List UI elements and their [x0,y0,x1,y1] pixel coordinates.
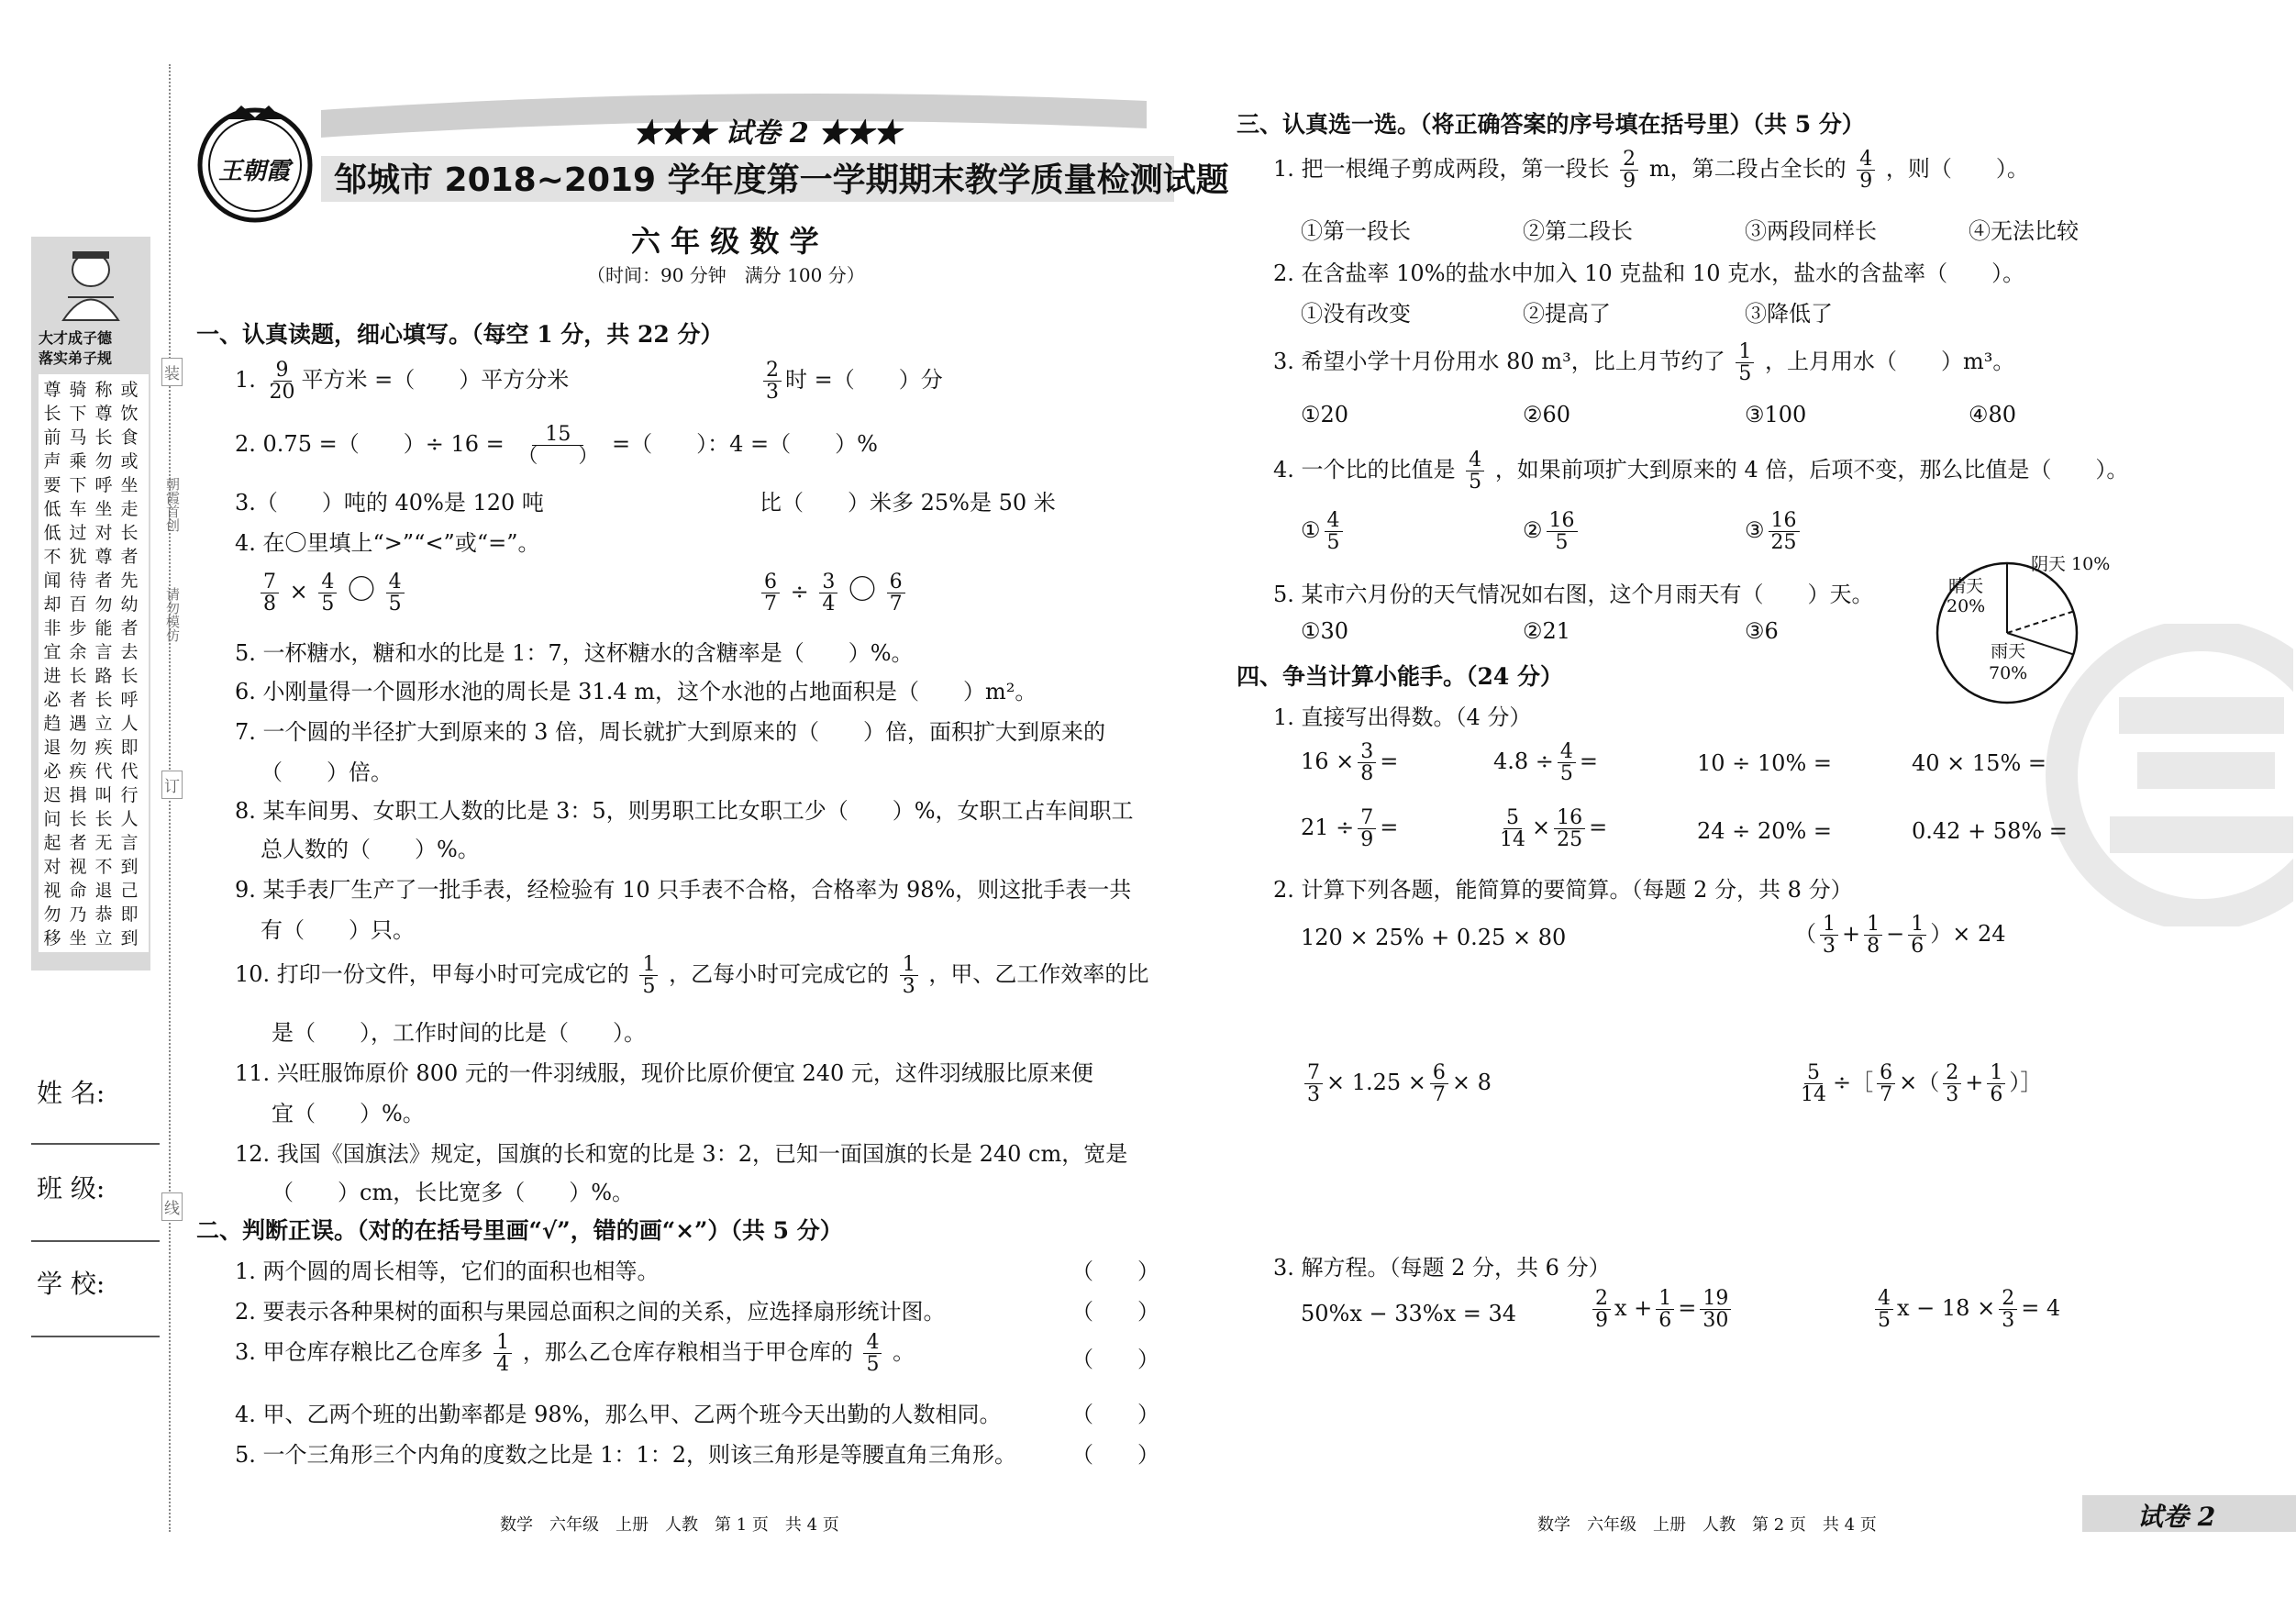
calc1-e: 21 ÷ $\frac{7}{9}$ = [1301,806,1399,852]
q3a: 3.（ ）吨的 40%是 120 吨 [235,490,544,516]
calc1-d: 40 × 15% = [1912,750,2046,776]
class-field[interactable] [31,1240,160,1242]
binding-label-2: 朝霞首创 [164,477,181,532]
choice-q2: 2. 在含盐率 10%的盐水中加入 10 克盐和 10 克水，盐水的含盐率（ ）。 [1273,261,2025,286]
motto-column: 过犹待 [69,523,87,591]
motto-column: 退必迟 [43,738,61,805]
tf-q3: 3. 甲仓库存粮比乙仓库多 $\frac{1}{4}$ ，那么乙仓库存粮相当于甲仓库的 $\frac{4}{5}$ 。 [235,1331,915,1377]
q6: 6. 小刚量得一个圆形水池的周长是 31.4 m，这个水池的占地面积是（ ）m²。 [235,679,1037,704]
motto-column: 命乃坐 [69,881,87,948]
choice-q4: 4. 一个比的比值是 $\frac{4}{5}$ ，如果前项扩大到原来的 4 倍，后项不变，那么比值是（ ）。 [1273,449,2129,494]
binding-label-1: 装 [161,358,183,386]
brand-logo-text: 王朝霞 [218,158,291,185]
calc-part1-title: 1. 直接写出得数。（4 分） [1273,704,1532,730]
q9b: 有（ ）只。 [261,917,415,943]
calc1-b: 4.8 ÷ $\frac{4}{5}$ = [1493,740,1599,786]
motto-column: 退恭立 [94,881,113,948]
section4-title: 四、争当计算小能手。（24 分） [1237,663,1563,690]
motto-column: 称尊长 [94,380,113,448]
choice-q3: 3. 希望小学十月份用水 80 m³，比上月节约了 $\frac{1}{5}$ ，上月用水（ ）m³。 [1273,340,2015,386]
equation-b: $\frac{2}{9}$ x + $\frac{1}{6}$ = $\frac{19}{30}$ [1589,1288,1735,1331]
school-field[interactable] [31,1336,160,1337]
sidebar-panel [31,237,150,970]
q1b: $\frac{2}{3}$ 时 =（ ）分 [760,360,943,403]
choice-q5-opt1: ①30 [1301,618,1349,644]
motto-column: 百步余 [69,594,87,662]
choice-q2-opt1: ①没有改变 [1301,301,1411,327]
q12b: （ ）cm，长比宽多（ ）%。 [272,1180,635,1205]
tf-q4: 4. 甲、乙两个班的出勤率都是 98%，那么甲、乙两个班今天出勤的人数相同。 [235,1402,1002,1427]
footer-left: 数学 六年级 上册 人教 第 1 页 共 4 页 [500,1515,839,1535]
choice-q3-opt3: ③100 [1745,402,1807,427]
motto-column: 长呼人 [120,666,139,734]
motto-column: 人言到 [120,809,139,877]
q9a: 9. 某手表厂生产了一批手表，经检验有 10 只手表不合格，合格率为 98%，则这批手表一共 [235,877,1132,903]
time-info: （时间：90 分钟 满分 100 分） [587,264,865,286]
motto-column: 或坐走 [120,451,139,519]
binding-label-3: 请勿模仿 [164,587,181,642]
motto-column: 视勿移 [43,881,61,948]
q7a: 7. 一个圆的半径扩大到原来的 3 倍，周长就扩大到原来的（ ）倍，面积扩大到原来的 [235,719,1106,745]
choice-q5-opt2: ②21 [1523,618,1571,644]
calc2-b: （ $\frac{1}{3}$ + $\frac{1}{8}$ − $\frac{1}{6}$ ）× 24 [1794,913,2006,959]
choice-q2-opt2: ②提高了 [1523,301,1611,327]
tf-answer-5[interactable]: （ ） [1071,1442,1159,1468]
sidebar-motto-2: 落实弟子规 [39,349,113,367]
choice-q4-opt1: ① $\frac{4}{5}$ [1301,510,1347,553]
calc1-h: 0.42 + 58% = [1912,818,2068,844]
binding-label-5: 线 [161,1192,183,1221]
q4a: $\frac{7}{8}$ × $\frac{4}{5}$ 〇 $\frac{4}{5}$ [257,567,408,615]
motto-column: 问起对 [43,809,61,877]
choice-q3-opt4: ④80 [1969,402,2017,427]
q11b: 宜（ ）%。 [272,1101,425,1126]
q1a: 1. $\frac{9}{20}$ 平方米 =（ ）平方分米 [235,359,570,405]
motto-column: 乘下车 [69,451,87,519]
q11a: 11. 兴旺服饰原价 800 元的一件羽绒服，现价比原价便宜 240 元，这件羽绒服比原来便 [235,1060,1093,1086]
motto-column: 长无不 [94,809,113,877]
footer-right: 数学 六年级 上册 人教 第 2 页 共 4 页 [1537,1515,1877,1535]
name-label: 姓 名: [37,1078,105,1108]
tf-answer-4[interactable]: （ ） [1071,1402,1159,1427]
motto-column: 路长立 [94,666,113,734]
motto-column: 长者视 [69,809,87,877]
tf-answer-2[interactable]: （ ） [1071,1299,1159,1325]
motto-column: 己即到 [120,881,139,948]
motto-column: 即代行 [120,738,139,805]
calc1-a: 16 × $\frac{3}{8}$ = [1301,740,1399,786]
choice-q1-opt2: ②第二段长 [1523,218,1633,244]
tf-answer-3[interactable]: （ ） [1071,1347,1159,1372]
q3b: 比（ ）米多 25%是 50 米 [760,490,1056,516]
motto-column: 骑下马 [69,380,87,448]
calc-part2-title: 2. 计算下列各题，能简算的要简算。（每题 2 分，共 8 分） [1273,877,1853,903]
scholar-figure-icon [40,242,141,325]
motto-column: 长者先 [120,523,139,591]
confidential-seal-watermark [2018,624,2293,926]
choice-q1-opt4: ④无法比较 [1969,218,2079,244]
calc1-c: 10 ÷ 10% = [1697,750,1832,776]
q4: 4. 在〇里填上“>”“<”或“=”。 [235,530,540,556]
motto-column: 勿能言 [94,594,113,662]
q5: 5. 一杯糖水，糖和水的比是 1：7，这杯糖水的含糖率是（ ）%。 [235,640,914,666]
calc2-c: $\frac{7}{3}$ × 1.25 × $\frac{6}{7}$ × 8 [1301,1062,1492,1105]
motto-column: 低不闻 [43,523,61,591]
pie-label-cloudy: 阴天 10% [2031,554,2111,574]
name-field[interactable] [31,1143,160,1145]
tf-q5: 5. 一个三角形三个内角的度数之比是 1：1：2，则该三角形是等腰直角三角形。 [235,1442,1016,1468]
q8b: 总人数的（ ）%。 [261,837,480,862]
q10b: 是（ ），工作时间的比是（ ）。 [272,1020,646,1046]
choice-q5-opt3: ③6 [1745,618,1779,644]
equation-a: 50%x − 33%x = 34 [1301,1301,1517,1326]
tf-answer-1[interactable]: （ ） [1071,1259,1159,1284]
motto-column: 对尊者 [94,523,113,591]
choice-q1: 1. 把一根绳子剪成两段，第一段长 $\frac{2}{9}$ m，第二段占全长的 $\frac{4}{9}$ ，则（ ）。 [1273,148,2029,194]
choice-q3-opt2: ②60 [1523,402,1571,427]
tf-q1: 1. 两个圆的周长相等，它们的面积也相等。 [235,1259,660,1284]
pie-label-sunny: 晴天 20% [1947,576,1986,616]
motto-column: 幼者去 [120,594,139,662]
q8a: 8. 某车间男、女职工人数的比是 3：5，则男职工比女职工少（ ）%，女职工占车间职工 [235,798,1134,824]
motto-column: 进必趋 [43,666,61,734]
tf-q2: 2. 要表示各种果树的面积与果园总面积之间的关系，应选择扇形统计图。 [235,1299,946,1325]
sidebar-motto-grid [39,374,149,952]
q2: 2. 0.75 =（ ）÷ 16 = $\frac{15}{( )}$ =（ ）：4 =（ ）% [235,423,878,469]
section3-title: 三、认真选一选。（将正确答案的序号填在括号里）（共 5 分） [1237,111,1865,138]
corner-badge: 试卷 2 [2137,1502,2216,1532]
q10a: 10. 打印一份文件，甲每小时可完成它的 $\frac{1}{5}$ ，乙每小时可完成它的 $\frac{1}{3}$ ，甲、乙工作效率的比 [235,953,1149,999]
class-label: 班 级: [37,1173,105,1203]
section2-title: 二、判断正误。（对的在括号里画“√”，错的画“×”）（共 5 分） [196,1217,843,1244]
choice-q4-opt3: ③ $\frac{16}{25}$ [1745,510,1803,553]
subject-title: 六 年 级 数 学 [631,224,819,259]
pie-label-rainy: 雨天 70% [1989,641,2028,683]
calc-part3-title: 3. 解方程。（每题 2 分，共 6 分） [1273,1255,1611,1281]
section1-title: 一、认真读题，细心填写。（每空 1 分，共 22 分） [196,321,724,348]
equation-c: $\frac{4}{5}$ x − 18 × $\frac{2}{3}$ = 4 [1871,1288,2060,1331]
choice-q1-opt1: ①第一段长 [1301,218,1411,244]
motto-column: 疾代叫 [94,738,113,805]
q12a: 12. 我国《国旗法》规定，国旗的长和宽的比是 3：2，已知一面国旗的长是 240 cm，宽是 [235,1141,1128,1167]
motto-column: 却非宜 [43,594,61,662]
motto-column: 勿呼坐 [94,451,113,519]
sidebar-motto-1: 大才成子德 [39,329,113,347]
exam-title: 邹城市 2018~2019 学年度第一学期期末教学质量检测试题 [334,161,1229,199]
motto-column: 长者遇 [69,666,87,734]
choice-q4-opt2: ② $\frac{16}{5}$ [1523,510,1581,553]
binding-label-4: 订 [161,771,183,799]
calc2-d: $\frac{5}{14}$ ÷［ $\frac{6}{7}$ ×（ $\frac{2}{3}$ + $\frac{1}{6}$ ）］ [1801,1061,2043,1107]
motto-column: 勿疾揖 [69,738,87,805]
calc2-a: 120 × 25% + 0.25 × 80 [1301,925,1567,950]
calc1-g: 24 ÷ 20% = [1697,818,1832,844]
choice-q1-opt3: ③两段同样长 [1745,218,1877,244]
q4b: $\frac{6}{7}$ ÷ $\frac{3}{4}$ 〇 $\frac{6}{7}$ [758,567,909,615]
motto-column: 尊长前 [43,380,61,448]
calc1-f: $\frac{5}{14}$ × $\frac{16}{25}$ = [1500,806,1608,852]
choice-q3-opt1: ①20 [1301,402,1349,427]
paper-badge: ★★★ 试卷 2 ★★★ [633,117,902,150]
motto-column: 或饮食 [120,380,139,448]
school-label: 学 校: [37,1269,105,1299]
q7b: （ ）倍。 [261,760,393,785]
choice-q5: 5. 某市六月份的天气情况如右图，这个月雨天有（ ）天。 [1273,582,1874,607]
choice-q2-opt3: ③降低了 [1745,301,1833,327]
motto-column: 声要低 [43,451,61,519]
